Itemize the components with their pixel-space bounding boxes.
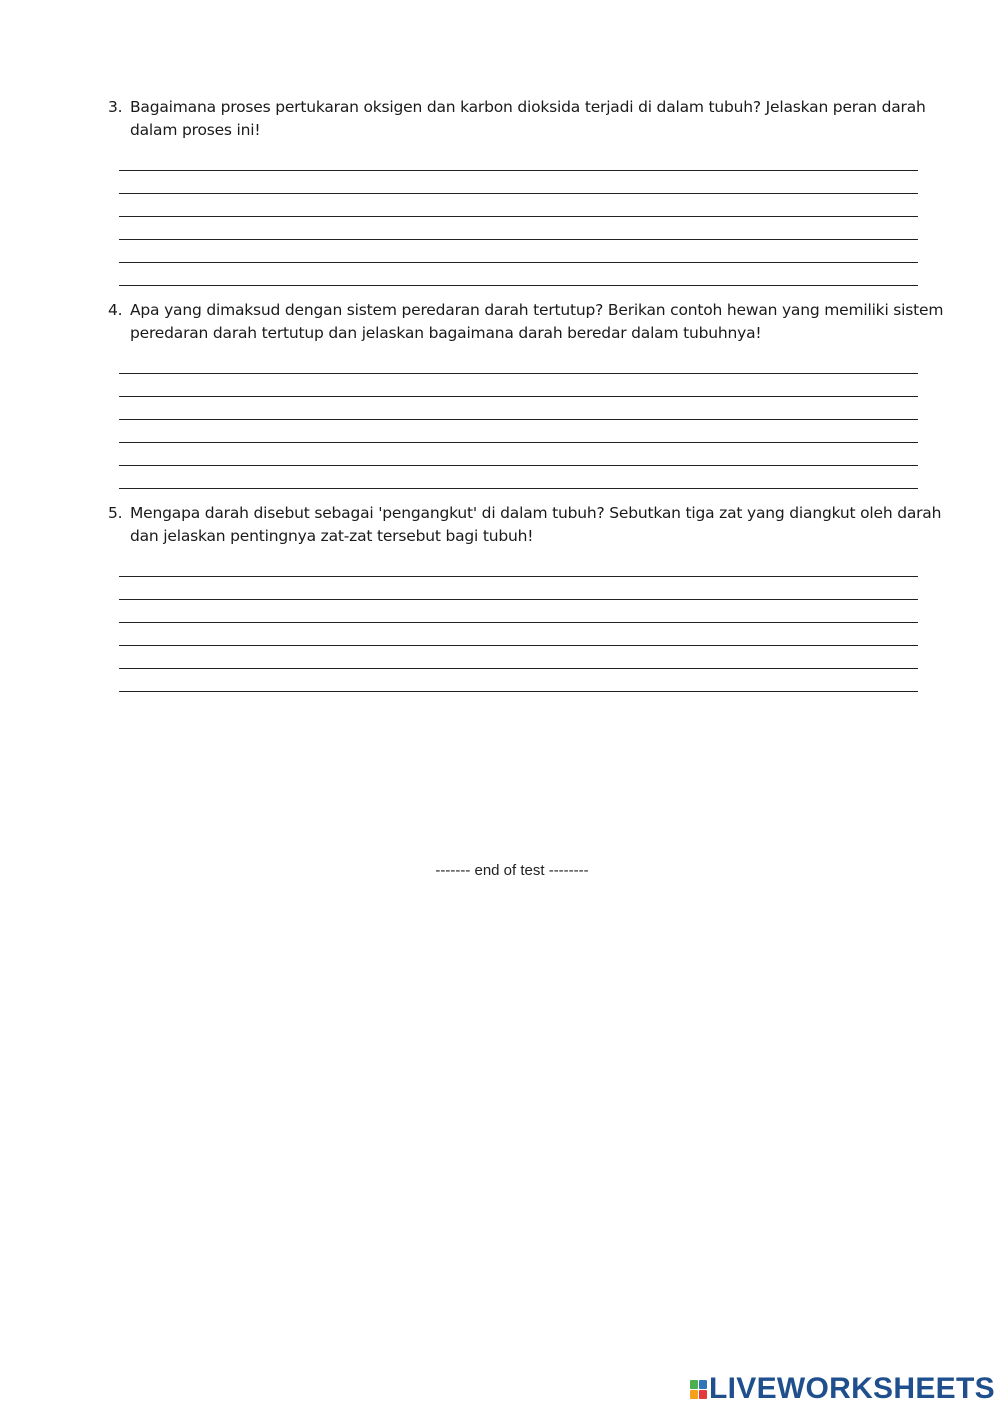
question-5 [108,502,942,692]
question-3-text [108,96,938,142]
logo-text: LIVEWORKSHEETS [709,1372,995,1405]
question-line: Apa yang dimaksud dengan sistem peredaran darah tertutup? Berikan contoh hewan yang memiliki sistem [130,301,944,319]
answer-line[interactable] [119,420,918,443]
question-5-text [108,502,942,548]
answer-line[interactable] [119,217,918,240]
answer-line[interactable] [119,443,918,466]
question-line: peredaran darah tertutup dan jelaskan bagaimana darah beredar dalam tubuhnya! [130,324,762,342]
answer-line[interactable] [119,194,918,217]
answer-line[interactable] [119,646,918,669]
answer-line[interactable] [119,240,918,263]
question-4-text [108,299,944,345]
answer-line[interactable] [119,577,918,600]
liveworksheets-logo [690,1372,995,1406]
logo-blocks-icon [690,1380,707,1399]
answer-line[interactable] [119,374,918,397]
question-number: 4. [108,301,123,319]
question-line: dan jelaskan pentingnya zat-zat tersebut bagi tubuh! [130,527,534,545]
answer-line[interactable] [119,554,918,577]
answer-line[interactable] [119,669,918,692]
question-line: Mengapa darah disebut sebagai 'pengangkut' di dalam tubuh? Sebutkan tiga zat yang diangkut oleh darah [130,504,942,522]
end-of-test-text: ------- end of test -------- [435,862,589,879]
answer-line[interactable] [119,466,918,489]
question-number: 5. [108,504,123,522]
answer-line[interactable] [119,171,918,194]
question-line: dalam proses ini! [130,121,261,139]
question-3 [108,96,938,286]
answer-line[interactable] [119,148,918,171]
question-line: Bagaimana proses pertukaran oksigen dan karbon dioksida terjadi di dalam tubuh? Jelaskan peran darah [130,98,926,116]
question-number: 3. [108,98,123,116]
answer-lines [119,554,918,692]
answer-lines [119,351,918,489]
answer-line[interactable] [119,623,918,646]
answer-line[interactable] [119,600,918,623]
answer-lines [119,148,918,286]
question-4 [108,299,944,489]
answer-line[interactable] [119,263,918,286]
answer-line[interactable] [119,397,918,420]
answer-line[interactable] [119,351,918,374]
